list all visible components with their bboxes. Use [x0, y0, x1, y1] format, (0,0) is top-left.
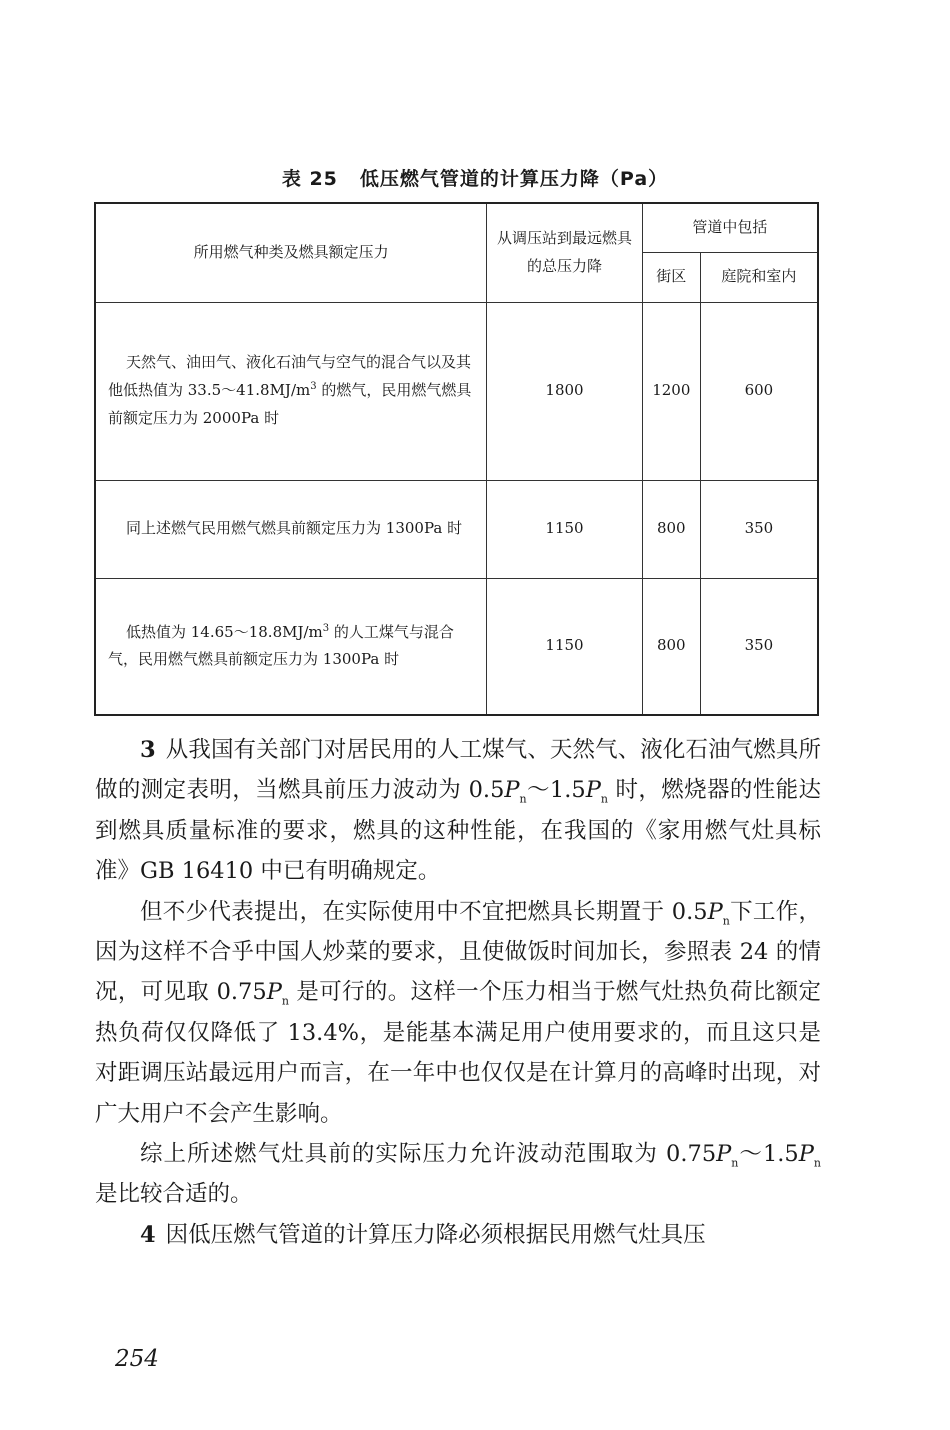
body-text [95, 730, 821, 1255]
table-caption [0, 164, 950, 191]
paragraph-representatives: 但不少代表提出，在实际使用中不宜把燃具长期置于 $0.5P_n$下工作，因为这样不合乎中国人炒菜的要求，且使做饭时间加长，参照表 24 的情况，可见取 $0.75P_n$ 是可行的。这样一个压力相当于燃气灶热负荷比额定热负荷仅仅降低了 13.4%，是能基本满足用户使用要求的，而且这只是对距调压站最远用户而言，在一年中也仅仅是在计算月的高峰时出现，对广大用户不会产生影响。 [95, 898, 821, 1127]
header-gas-type: 所用燃气种类及燃具额定压力 [95, 203, 487, 302]
cell-yard: 350 [700, 578, 818, 715]
cell-street: 800 [642, 480, 700, 578]
row-description: 天然气、油田气、液化石油气与空气的混合气以及其他低热值为 $33.5\sim 41.8MJ/m^3$ 的燃气，民用燃气燃具前额定压力为 2000Pa 时 [95, 302, 487, 480]
paragraph-3: 3 从我国有关部门对居民用的人工煤气、天然气、液化石油气燃具所做的测定表明，当燃具前压力波动为 $0.5P_n\sim 1.5P_n$ 时，燃烧器的性能达到燃具质量标准的要求，燃具的这种性能，在我国的《家用燃气灶具标准》GB 16410 中已有明确规定。 [95, 737, 821, 885]
cell-yard: 350 [700, 480, 818, 578]
row-description: 低热值为 $14.65\sim 18.8MJ/m^3$ 的人工煤气与混合气，民用燃气燃具前额定压力为 1300Pa 时 [95, 578, 487, 715]
header-street: 街区 [642, 252, 700, 302]
table-row [95, 578, 818, 715]
table-title: 低压燃气管道的计算压力降（Pa） [359, 168, 669, 190]
table-row [95, 480, 818, 578]
cell-total-drop: 1800 [487, 302, 643, 480]
page-number: 254 [115, 1346, 159, 1372]
header-includes: 管道中包括 [642, 203, 818, 252]
cell-street: 1200 [642, 302, 700, 480]
row-description: 同上述燃气民用燃气燃具前额定压力为 1300Pa 时 [95, 480, 487, 578]
table-number: 表 25 [281, 168, 338, 190]
cell-street: 800 [642, 578, 700, 715]
header-total-drop: 从调压站到最远燃具的总压力降 [487, 203, 643, 302]
cell-total-drop: 1150 [487, 578, 643, 715]
paragraph-summary: 综上所述燃气灶具前的实际压力允许波动范围取为 $0.75P_n\sim 1.5P_n$ 是比较合适的。 [95, 1141, 821, 1208]
header-yard: 庭院和室内 [700, 252, 818, 302]
table-row [95, 302, 818, 480]
pressure-drop-table [94, 202, 819, 716]
paragraph-4: 4 因低压燃气管道的计算压力降必须根据民用燃气灶具压 [140, 1221, 706, 1248]
cell-total-drop: 1150 [487, 480, 643, 578]
cell-yard: 600 [700, 302, 818, 480]
